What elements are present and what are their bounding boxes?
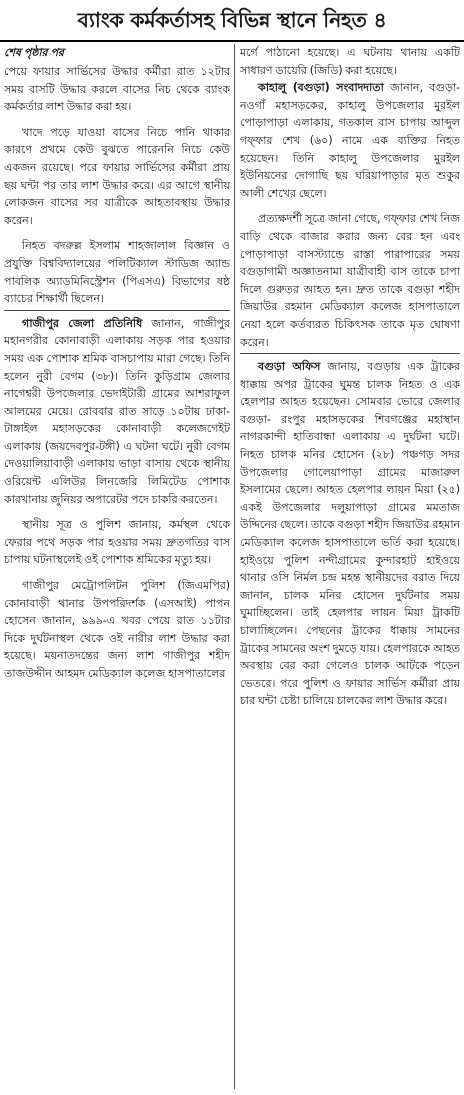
bogura-report-text: জানায়, বগুড়ায় এক ট্রাকের ধাক্কায় অপর ট্রাকের ঘুমন্ত চালক নিহত ও এক হেলপার আহত হয়েছেন। সোমবার ভোরে জেলার বগুড়া- রংপুর মহাসড়কের শিবগঞ্জের মহাস্থান নাগরকান্দী হাতিবান্ধা এলাকায় এ দুর্ঘটনা ঘটে। নিহত চালক মনির হোসেন (২৮) পঞ্চগড় সদর উপজেলার গোলেয়াপাড়া গ্রামের মাজারুল ইসলামের ছেলে। আহত হেলপার লায়ন মিয়া (২৫) একই উপজেলার দলুয়াপাড়া গ্রামের মমতাজ উদ্দিনের ছেলে। তাকে বগুড়া শহীদ জিয়াউর রহমান মেডিক্যাল কলেজ হাসপাতালে ভর্তি করা হয়েছে। হাইওয়ে পুলিশ নন্দীগ্রামের কুন্দারহাট হাইওয়ে থানার ওসি নির্মল চন্দ্র মহন্ত স্থানীয়দের বরাত দিয়ে জানান, চালক মনির হোসেন দুর্ঘটনার সময় ঘুমাচ্ছিলেন। তাই হেলপার লায়ন মিয়া ট্রাকটি চালাচ্ছিলেন। পেছনের ট্রাকের ধাক্কায় সামনের ট্রাকের সামনের অংশ দুমড়ে যায়। হেলপারকে আহত অবস্থায় বের করা গেলেও চালক আটকে পড়েন ভেতরে। পরে পুলিশ ও ফায়ার সার্ভিস কর্মীরা প্রায় চার ঘন্টা চেষ্টা চালিয়ে চালকের লাশ উদ্ধার করে।	[240, 360, 460, 708]
right-paragraph-3: প্রত্যক্ষদর্শী সূত্রে জানা গেছে, গফ্ফার শেখ নিজ বাড়ি থেকে বাজার করার জন্য বের হন এবং পোড়াপাড়া বাসস্ট্যান্ডে রাস্তা পারাপারের সময় বগুড়াগামী অজ্ঞাতনামা যাত্রীবাহী বাস তাকে চাপা দিলে গুরুতর আহত হন। দ্রুত তাকে বগুড়া শহীদ জিয়াউর রহমান মেডিক্যাল কলেজ হাসপাতালে নেয়া হলে কর্তব্যরত চিকিৎসক তাকে মৃত ঘোষণা করেন।	[240, 212, 460, 349]
bogura-reporter-label: বগুড়া অফিস	[258, 360, 321, 374]
section-divider	[240, 353, 460, 354]
column-divider	[234, 44, 235, 1089]
gazipur-reporter-label: গাজীপুর জেলা প্রতিনিধি	[22, 316, 143, 330]
article-column-left	[4, 44, 230, 1095]
kahalu-report-text: জানান, বগুড়া-নওগাঁ মহাসড়কের, কাহালু উপজেলার মুরইল পোড়াপাড়া এলাকায়, গতকাল বাস চাপায় আব্দুল গফ্ফার শেখ (৬০) নামে এক ব্যক্তির নিহত হয়েছেন। তিনি কাহালু উপজেলার মুরইল ইউনিয়নের দোগাছি ছয় ঘরিয়াপাড়ার মৃত শুকুর আলী শেখের ছেলে।	[240, 81, 460, 200]
continued-from-label: শেষ পৃষ্ঠার পর	[4, 46, 64, 59]
kahalu-reporter-label: কাহালু (বগুড়া) সংবাদদাতা	[258, 81, 384, 95]
left-paragraph-3: নিহত বদরুল্ল ইসলাম শাহজালাল বিজ্ঞান ও প্রযুক্তি বিশ্ববিদ্যালয়ের পলিটিক্যাল স্টাডিজ অ্যান্ড পাবলিক অ্যাডমিনিস্ট্রেশন (পিএসএ) বিভাগের ষষ্ঠ ব্যাচের শিক্ষার্থী ছিলেন।	[4, 239, 230, 306]
right-paragraph-4	[240, 358, 460, 710]
left-paragraph-5: স্থানীয় সূত্র ও পুলিশ জানায়, কর্মস্থল থেকে ফেরার পথে সড়ক পার হওয়ার সময় দ্রুতগতির বাস চাপায় ঘটনাস্থলেই ওই পোশাক শ্রমিকের মৃত্যু হয়।	[4, 518, 230, 567]
section-divider	[4, 310, 230, 311]
headline: ব্যাংক কর্মকর্তাসহ বিভিন্ন স্থানে নিহত ৪	[77, 8, 387, 32]
left-paragraph-1: পেয়ে ফায়ার সার্ভিসের উদ্ধার কর্মীরা রাত ১২টার সময় বাসটি উদ্ধার করলে বাসের নিচ থেকে ব্যাংক কর্মকর্তার লাশ উদ্ধার করা হয়।	[4, 65, 230, 114]
right-paragraph-2	[240, 79, 460, 202]
right-paragraph-1: মর্গে পাঠানো হয়েছে। এ ঘটনায় থানায় একটি সাধারণ ডায়েরি (জিডি) করা হয়েছে।	[240, 46, 460, 77]
article-column-right	[240, 44, 460, 1095]
left-paragraph-4	[4, 315, 230, 509]
left-paragraph-6: গাজীপুর মেট্রোপলিটন পুলিশ (জিএমপির) কোনাবাড়ী থানার উপপরিদর্শক (এসআই) পাপন হোসেন জানান, ৯৯৯-এ খবর পেয়ে রাত ১১টার দিকে দুর্ঘটনাস্থল থেকে ওই নারীর লাশ উদ্ধার করা হয়েছে। ময়নাতদন্তের জন্য লাশ গাজীপুর শহীদ তাজউদ্দীন আহমদ মেডিক্যাল কলেজ হাসপাতালের	[4, 579, 230, 680]
headline-rule	[0, 40, 464, 42]
left-paragraph-2: খাদে পড়ে যাওয়া বাসের নিচে পানি থাকার কারণে প্রথমে কেউ বুঝতে পারেননি নিচে কেউ একজন রয়েছে। পরে ফায়ার সার্ভিসের কর্মীরা প্রায় ছয় ঘন্টা পর তার লাশ উদ্ধার করে। এর আগে স্থানীয় লোকজন বাসের সব যাত্রীকে আহতাবস্থায় উদ্ধার করেন।	[4, 125, 230, 227]
gazipur-report-text: জানান, গাজীপুর মহানগরীর কোনাবাড়ী এলাকায় সড়ক পার হওয়ার সময় এক পোশাক শ্রমিক বাসচাপায় মারা গেছে। তিনি হলেন নুরী বেগম (৩৮)। তিনি কুড়িগ্রাম জেলার নাগেশ্বরী উপজেলার ভেদাইটারী গ্রামের আশরাফুল আলমের মেয়ে। রোববার রাত সাড়ে ১০টায় ঢাকা-টাঙ্গাইল মহাসড়কের কোনাবাড়ী কলেজগেইট এলাকায় (জয়দেবপুর-টঙ্গী) এ ঘটনা ঘটে। নুরী বেগম দেওয়ালিয়াবাড়ী এলাকায় ভাড়া বাসায় থেকে স্থানীয় ওরিয়েন্ট এলিউর লিনজেরি লিমিটেড পোশাক কারখানায় জুনিয়র অপারেটর পদে চাকরি করতেন।	[4, 316, 230, 506]
